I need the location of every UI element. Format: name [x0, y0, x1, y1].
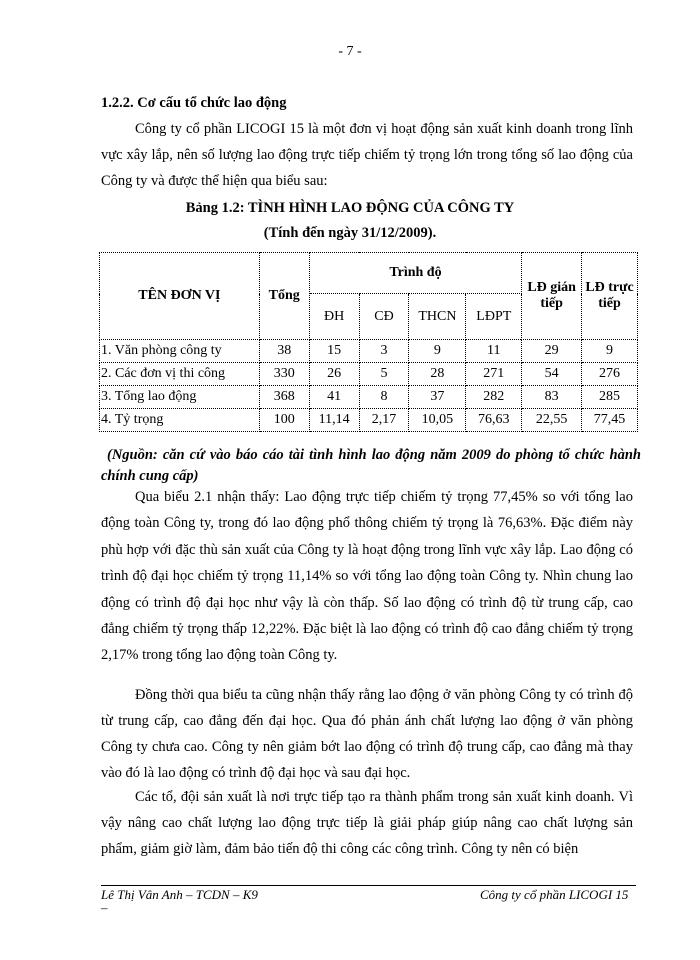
intro-paragraph: Công ty cổ phần LICOGI 15 là một đơn vị hoạt động sản xuất kinh doanh trong lĩnh vực xây lắp, nên số lượng lao động trực tiếp chiếm tỷ trọng lớn trong tổng số lao động của Công ty và được thể hiện qua biểu sau:	[101, 121, 633, 189]
section-heading: 1.2.2. Cơ cấu tổ chức lao động	[101, 95, 287, 111]
table-row	[100, 340, 638, 363]
cell-direct: 285	[582, 386, 638, 409]
cell-dh: 26	[309, 363, 359, 386]
cell-cd: 3	[359, 340, 409, 363]
row-name: 4. Tỷ trọng	[100, 409, 260, 432]
labor-table	[99, 252, 638, 432]
table-subtitle: (Tính đến ngày 31/12/2009).	[263, 225, 437, 241]
header-level: Trình độ	[309, 253, 522, 294]
row-name: 2. Các đơn vị thi công	[100, 363, 260, 386]
row-name: 3. Tổng lao động	[100, 386, 260, 409]
cell-ldpt: 282	[466, 386, 522, 409]
cell-total: 38	[259, 340, 309, 363]
cell-ldpt: 11	[466, 340, 522, 363]
cell-dh: 15	[309, 340, 359, 363]
footer-rule	[101, 885, 636, 886]
table-row	[100, 386, 638, 409]
cell-thcn: 9	[409, 340, 466, 363]
cell-cd: 8	[359, 386, 409, 409]
table-title: Bảng 1.2: TÌNH HÌNH LAO ĐỘNG CỦA CÔNG TY	[185, 200, 515, 216]
header-total: Tổng	[259, 253, 309, 340]
cell-total: 100	[259, 409, 309, 432]
header-indirect: LĐ gián tiếp	[522, 253, 582, 340]
header-thcn: THCN	[409, 294, 466, 340]
footer-author: Lê Thị Vân Anh – TCDN – K9	[101, 887, 258, 902]
teams-paragraph: Các tổ, đội sản xuất là nơi trực tiếp tạo ra thành phẩm trong sản xuất kinh doanh. Vì vậy nâng cao chất lượng lao động trực tiếp là giải pháp giúp nâng cao chất lượng sản phẩm, giảm giờ làm, đảm bảo tiến độ thi công các công trình. Công ty nên có biện	[101, 789, 633, 857]
cell-ldpt: 76,63	[466, 409, 522, 432]
cell-cd: 2,17	[359, 409, 409, 432]
row-name: 1. Văn phòng công ty	[100, 340, 260, 363]
cell-direct: 9	[582, 340, 638, 363]
cell-total: 368	[259, 386, 309, 409]
footer-dash: –	[101, 900, 108, 915]
page-number: - 7 -	[338, 44, 362, 59]
header-direct: LĐ trực tiếp	[582, 253, 638, 340]
cell-indirect: 83	[522, 386, 582, 409]
cell-dh: 11,14	[309, 409, 359, 432]
table-header-row	[100, 253, 638, 294]
office-paragraph: Đồng thời qua biểu ta cũng nhận thấy rằng lao động ở văn phòng Công ty có trình độ từ trung cấp, cao đẳng đến đại học. Qua đó phản ánh chất lượng lao động ở văn phòng Công ty chưa cao. Công ty nên giảm bớt lao động có trình độ trung cấp, cao đẳng mà thay vào đó là lao động có trình độ đại học và sau đại học.	[101, 687, 633, 781]
cell-dh: 41	[309, 386, 359, 409]
cell-indirect: 22,55	[522, 409, 582, 432]
cell-total: 330	[259, 363, 309, 386]
cell-thcn: 28	[409, 363, 466, 386]
cell-ldpt: 271	[466, 363, 522, 386]
cell-indirect: 54	[522, 363, 582, 386]
analysis-paragraph: Qua biểu 2.1 nhận thấy: Lao động trực tiếp chiếm tỷ trọng 77,45% so với tổng lao động toàn Công ty, trong đó lao động phổ thông chiếm tỷ trọng là 76,63%. Đặc điểm này phù hợp với đặc thù sản xuất của Công ty là hoạt động trong lĩnh vực xây lắp. Lao động có trình độ đại học chiếm tỷ trọng 11,14% so với tổng lao động toàn Công ty. Nhìn chung lao động có trình độ đại học như vậy là còn thấp. Số lao động có trình độ từ trung cấp, cao đẳng chiếm tỷ trọng thấp 12,22%. Đặc biệt là lao động có trình độ cao đẳng chiếm tỷ trọng 2,17% trong tổng lao động toàn Công ty.	[101, 489, 633, 664]
header-dh: ĐH	[309, 294, 359, 340]
footer-company: Công ty cổ phần LICOGI 15	[480, 887, 629, 902]
cell-direct: 276	[582, 363, 638, 386]
cell-indirect: 29	[522, 340, 582, 363]
table-row	[100, 409, 638, 432]
cell-thcn: 37	[409, 386, 466, 409]
table-source-note: (Nguồn: căn cứ vào báo cáo tài tình hình lao động năm 2009 do phòng tổ chức hành chính cung cấp)	[101, 447, 641, 484]
cell-cd: 5	[359, 363, 409, 386]
cell-direct: 77,45	[582, 409, 638, 432]
table-row	[100, 363, 638, 386]
header-unit: TÊN ĐƠN VỊ	[100, 253, 260, 340]
header-ldpt: LĐPT	[466, 294, 522, 340]
header-cd: CĐ	[359, 294, 409, 340]
cell-thcn: 10,05	[409, 409, 466, 432]
